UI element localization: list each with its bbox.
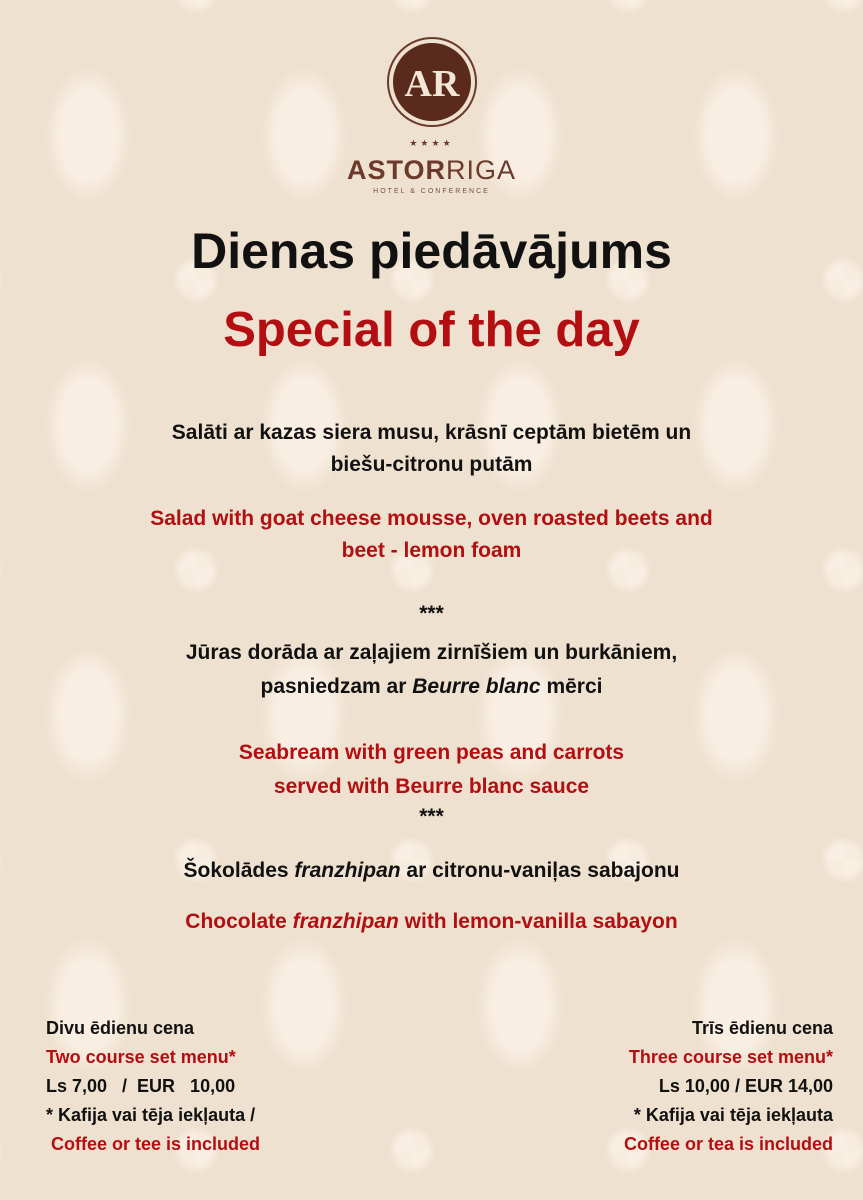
hotel-stars: ★★★★ bbox=[409, 138, 454, 148]
three-course-note-lv: * Kafija vai tēja iekļauta bbox=[633, 1105, 833, 1125]
page-title-en: Special of the day bbox=[223, 303, 640, 357]
separator-1: *** bbox=[419, 602, 444, 625]
dessert-en-text-c: with lemon-vanilla sabayon bbox=[398, 910, 678, 933]
dessert-en-text-b: franzhipan bbox=[292, 910, 399, 933]
main-en-line-2: served with Beurre blanc sauce bbox=[273, 775, 590, 798]
two-course-price: Ls 7,00 / EUR 10,00 bbox=[46, 1076, 236, 1096]
hotel-brand bbox=[0, 155, 863, 186]
dessert-lv-text-c: ar citronu-vaniļas sabajonu bbox=[400, 859, 680, 882]
hotel-logo bbox=[0, 36, 863, 195]
starter-en-line-1: Salad with goat cheese mousse, oven roasted beets and bbox=[150, 507, 713, 530]
main-lv-text-c: mērci bbox=[540, 675, 603, 698]
two-course-note-lv: * Kafija vai tēja iekļauta / bbox=[46, 1105, 256, 1125]
two-course-pricing bbox=[46, 1014, 260, 1159]
two-course-label-lv: Divu ēdienu cena bbox=[46, 1018, 195, 1038]
starter-lv-line-2: biešu-citronu putām bbox=[330, 453, 533, 476]
main-lv-text-a: pasniedzam ar bbox=[260, 675, 413, 698]
monogram-icon bbox=[386, 36, 478, 128]
three-course-pricing bbox=[624, 1014, 833, 1159]
two-course-note-en: Coffee or tee is included bbox=[46, 1134, 261, 1154]
main-lv-line-2 bbox=[0, 670, 863, 703]
dessert-lv-line bbox=[0, 854, 863, 887]
hotel-tagline: HOTEL & CONFERENCE bbox=[373, 188, 490, 195]
monogram-text: AR bbox=[404, 63, 459, 105]
three-course-note-en: Coffee or tea is included bbox=[623, 1134, 833, 1154]
separator-2: *** bbox=[419, 805, 444, 828]
main-en-line-1: Seabream with green peas and carrots bbox=[238, 741, 625, 764]
brand-part1: ASTOR bbox=[346, 155, 446, 185]
two-course-label-en: Two course set menu* bbox=[46, 1047, 236, 1067]
three-course-price: Ls 10,00 / EUR 14,00 bbox=[658, 1076, 833, 1096]
starter-lv-line-1: Salāti ar kazas siera musu, krāsnī ceptām bietēm un bbox=[171, 421, 692, 444]
main-lv-text-b: Beurre blanc bbox=[412, 675, 541, 698]
brand-part2: RIGA bbox=[446, 155, 517, 185]
starter-en-line-2: beet - lemon foam bbox=[341, 539, 522, 562]
main-lv-line-1: Jūras dorāda ar zaļajiem zirnīšiem un burkāniem, bbox=[185, 641, 678, 664]
dessert-en-line bbox=[0, 905, 863, 938]
dessert-lv-text-b: franzhipan bbox=[294, 859, 401, 882]
three-course-label-en: Three course set menu* bbox=[628, 1047, 833, 1067]
page-title-lv: Dienas piedāvājums bbox=[191, 223, 672, 279]
dessert-en-text-a: Chocolate bbox=[185, 910, 293, 933]
dessert-lv-text-a: Šokolādes bbox=[183, 859, 295, 882]
three-course-label-lv: Trīs ēdienu cena bbox=[691, 1018, 833, 1038]
